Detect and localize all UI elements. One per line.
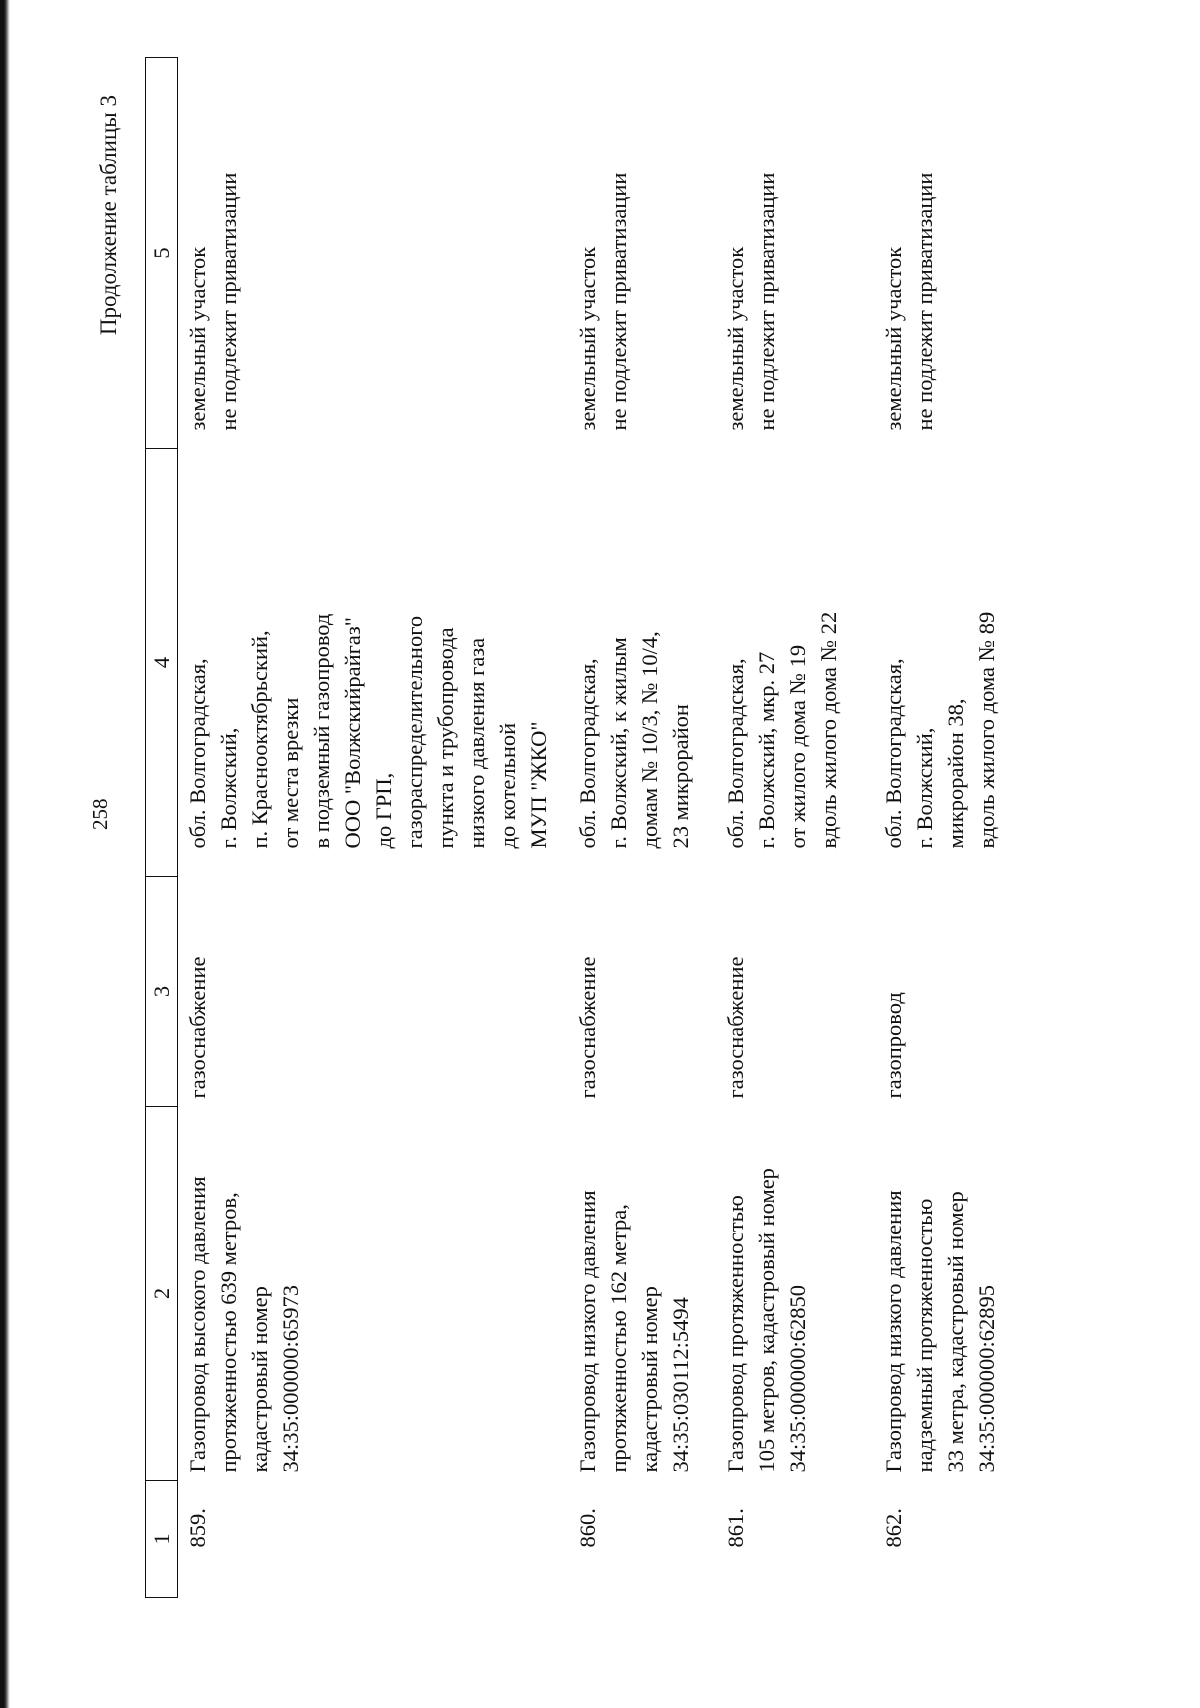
- table-header: [146, 58, 178, 1598]
- object-note: земельный участок не подлежит приватизации: [185, 172, 241, 431]
- table-row: [178, 58, 568, 1598]
- header-col-2: 2: [146, 1107, 178, 1481]
- property-table: [145, 57, 1014, 1598]
- object-name: Газопровод низкого давления протяженностью 162 метра, кадастровый номер 34:35:030112:5494: [574, 1190, 693, 1473]
- page-number: 258: [88, 798, 112, 830]
- object-purpose: газоснабжение: [722, 956, 748, 1099]
- table-body: [178, 58, 1014, 1598]
- object-name: Газопровод протяженностью 105 метров, кадастровый номер 34:35:000000:62850: [722, 1168, 810, 1473]
- header-col-3: 3: [146, 877, 178, 1107]
- object-address: обл. Волгоградская, г. Волжский, микрорайон 38, вдоль жилого дома № 89: [880, 611, 999, 849]
- object-note: земельный участок не подлежит приватизации: [880, 172, 937, 431]
- table-row: [568, 58, 716, 1598]
- table-row: [716, 58, 874, 1598]
- row-number: 861.: [722, 1508, 748, 1548]
- object-address: обл. Волгоградская, г. Волжский, мкр. 27 от жилого дома № 19 вдоль жилого дома № 22: [722, 611, 841, 849]
- object-name: Газопровод высокого давления протяженностью 639 метров, кадастровый номер 34:35:000000:65973: [185, 1176, 303, 1473]
- row-number: 859.: [185, 1508, 210, 1548]
- object-purpose: газоснабжение: [574, 956, 600, 1099]
- object-purpose: газоснабжение: [185, 956, 210, 1099]
- table-row: [874, 58, 1014, 1598]
- object-name: Газопровод низкого давления надземный протяженностью 33 метра, кадастровый номер 34:35:000000:62895: [880, 1190, 999, 1473]
- header-col-1: 1: [146, 1481, 178, 1598]
- header-col-5: 5: [146, 58, 178, 449]
- header-row: [146, 58, 178, 1598]
- object-note: земельный участок не подлежит приватизации: [722, 172, 779, 431]
- row-number: 862.: [880, 1508, 906, 1548]
- object-address: обл. Волгоградская, г. Волжский, к жилым домам № 10/3, № 10/4, 23 микрорайон: [574, 631, 693, 849]
- header-col-4: 4: [146, 449, 178, 877]
- object-address: обл. Волгоградская, г. Волжский, п. Краснооктябрьский, от места врезки в подземный газопровод ООО "Волжскийрайгаз" до ГРП, газораспределительного пункта и трубопровода низкого давления газа до котельной МУП "ЖКО": [185, 613, 551, 849]
- object-note: земельный участок не подлежит приватизации: [574, 172, 631, 431]
- row-number: 860.: [574, 1508, 600, 1548]
- table-caption: Продолжение таблицы 3: [96, 95, 121, 336]
- object-purpose: газопровод: [880, 992, 906, 1099]
